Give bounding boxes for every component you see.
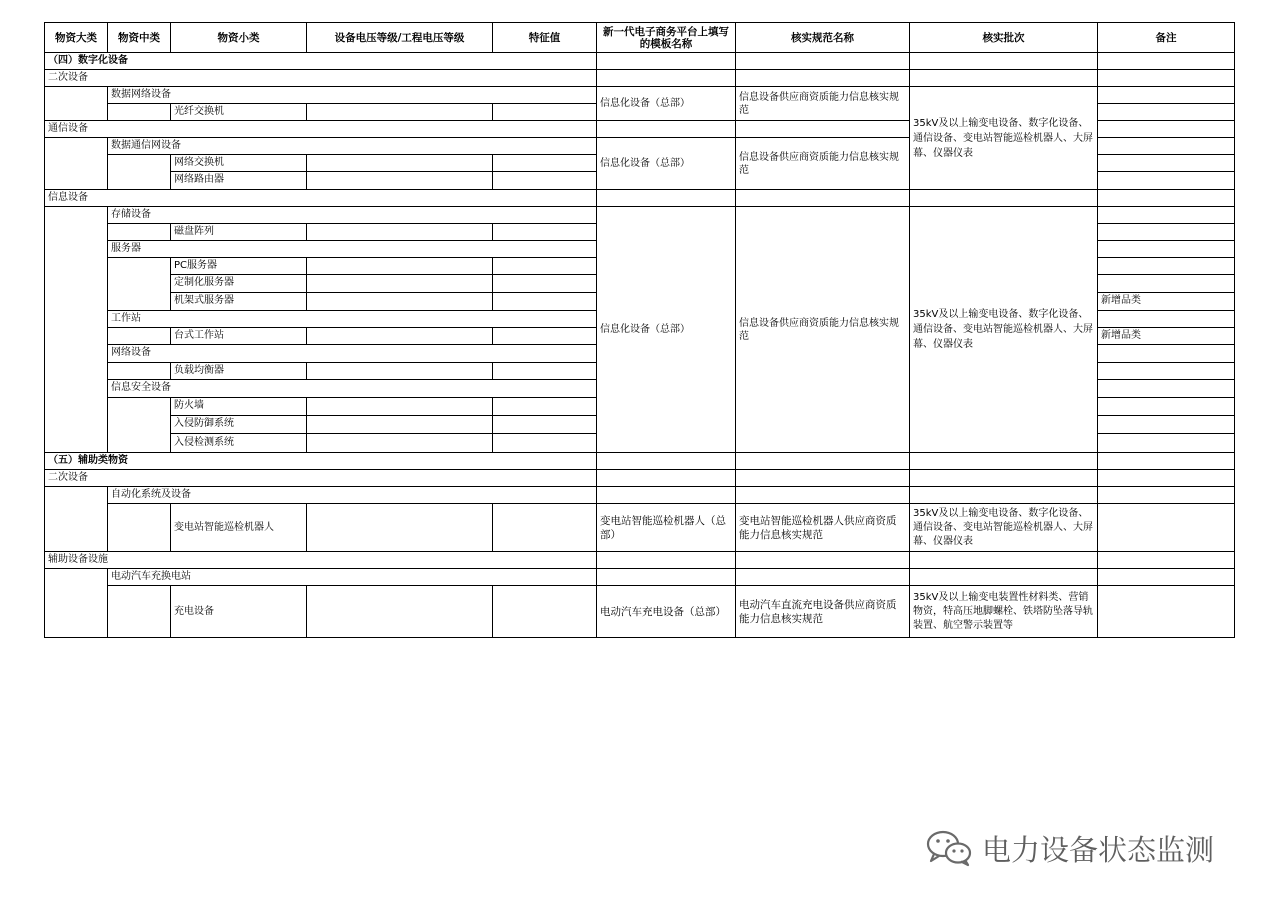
verify-batch-cell: 35kV及以上输变电装置性材料类、营销物资，特高压地脚螺栓、铁塔防坠落导轨装置、航空警示装置等	[909, 585, 1098, 638]
wechat-icon	[924, 828, 974, 868]
middle-category-label: 信息安全设备	[107, 379, 597, 398]
empty-cell	[107, 362, 171, 380]
header-minor-category: 物资小类	[170, 22, 307, 53]
empty-cell	[735, 486, 910, 504]
empty-cell	[306, 433, 493, 453]
empty-cell	[492, 223, 597, 241]
minor-category-label: 变电站智能巡检机器人	[170, 503, 307, 552]
empty-cell	[306, 362, 493, 380]
empty-cell	[44, 86, 108, 121]
middle-category-label: 存储设备	[107, 206, 597, 224]
empty-cell	[1097, 189, 1235, 207]
spec-name-cell: 信息设备供应商资质能力信息核实规范	[735, 86, 910, 121]
empty-cell	[492, 292, 597, 311]
middle-category-label: 自动化系统及设备	[107, 486, 597, 504]
minor-category-label: 机架式服务器	[170, 292, 307, 311]
verify-batch-cell: 35kV及以上输变电设备、数字化设备、通信设备、变电站智能巡检机器人、大屏幕、仪器仪表	[909, 503, 1098, 552]
middle-category-label: 电动汽车充换电站	[107, 568, 597, 586]
empty-cell	[44, 137, 108, 190]
empty-cell	[492, 433, 597, 453]
empty-cell	[306, 327, 493, 345]
empty-cell	[107, 503, 171, 552]
empty-cell	[492, 503, 597, 552]
spec-name-cell: 信息设备供应商资质能力信息核实规范	[735, 206, 910, 453]
remark-cell: 新增品类	[1097, 327, 1235, 345]
empty-cell	[492, 397, 597, 416]
template-name-cell: 信息化设备（总部）	[596, 86, 736, 121]
empty-cell	[1097, 103, 1235, 121]
empty-cell	[909, 452, 1098, 470]
header-spec-name: 核实规范名称	[735, 22, 910, 53]
empty-cell	[1097, 171, 1235, 190]
spec-name-cell: 变电站智能巡检机器人供应商资质能力信息核实规范	[735, 503, 910, 552]
minor-category-label: 入侵检测系统	[170, 433, 307, 453]
header-major-category: 物资大类	[44, 22, 108, 53]
empty-cell	[1097, 415, 1235, 434]
empty-cell	[1097, 154, 1235, 172]
empty-cell	[107, 257, 171, 311]
empty-cell	[1097, 223, 1235, 241]
empty-cell	[909, 486, 1098, 504]
spec-name-cell: 电动汽车直流充电设备供应商资质能力信息核实规范	[735, 585, 910, 638]
middle-category-label: 工作站	[107, 310, 597, 328]
empty-cell	[107, 585, 171, 638]
section-title: （四）数字化设备	[44, 52, 597, 70]
template-name-cell: 信息化设备（总部）	[596, 206, 736, 453]
minor-category-label: 定制化服务器	[170, 274, 307, 293]
empty-cell	[306, 503, 493, 552]
empty-cell	[735, 452, 910, 470]
empty-cell	[1097, 52, 1235, 70]
template-name-cell: 电动汽车充电设备（总部）	[596, 585, 736, 638]
empty-cell	[596, 568, 736, 586]
template-name-cell: 信息化设备（总部）	[596, 137, 736, 190]
empty-cell	[596, 69, 736, 87]
minor-category-label: 充电设备	[170, 585, 307, 638]
empty-cell	[306, 223, 493, 241]
empty-cell	[492, 362, 597, 380]
empty-cell	[306, 257, 493, 275]
empty-cell	[107, 154, 171, 190]
verify-batch-cell: 35kV及以上输变电设备、数字化设备、通信设备、变电站智能巡检机器人、大屏幕、仪器仪表	[909, 206, 1098, 453]
major-category-label: 二次设备	[44, 469, 597, 487]
empty-cell	[107, 397, 171, 453]
empty-cell	[596, 52, 736, 70]
empty-cell	[306, 292, 493, 311]
empty-cell	[1097, 433, 1235, 453]
empty-cell	[596, 189, 736, 207]
header-feature-value: 特征值	[492, 22, 597, 53]
empty-cell	[1097, 120, 1235, 138]
empty-cell	[1097, 568, 1235, 586]
empty-cell	[735, 568, 910, 586]
empty-cell	[1097, 397, 1235, 416]
empty-cell	[1097, 503, 1235, 552]
empty-cell	[1097, 240, 1235, 258]
minor-category-label: 光纤交换机	[170, 103, 307, 121]
middle-category-label: 网络设备	[107, 344, 597, 363]
section-title: （五）辅助类物资	[44, 452, 597, 470]
empty-cell	[909, 189, 1098, 207]
minor-category-label: 网络路由器	[170, 171, 307, 190]
minor-category-label: PC服务器	[170, 257, 307, 275]
empty-cell	[735, 189, 910, 207]
empty-cell	[735, 120, 910, 138]
watermark	[924, 826, 1214, 870]
empty-cell	[1097, 69, 1235, 87]
watermark-text: 电力设备状态监测	[982, 832, 1215, 867]
empty-cell	[107, 223, 171, 241]
empty-cell	[44, 486, 108, 552]
header-middle-category: 物资中类	[107, 22, 171, 53]
middle-category-label: 数据通信网设备	[107, 137, 597, 155]
empty-cell	[492, 154, 597, 172]
empty-cell	[596, 452, 736, 470]
minor-category-label: 磁盘阵列	[170, 223, 307, 241]
empty-cell	[107, 103, 171, 121]
empty-cell	[492, 171, 597, 190]
empty-cell	[1097, 274, 1235, 293]
major-category-label: 二次设备	[44, 69, 597, 87]
empty-cell	[1097, 310, 1235, 328]
empty-cell	[1097, 344, 1235, 363]
empty-cell	[596, 120, 736, 138]
spreadsheet-table	[44, 22, 1235, 638]
header-verify-batch: 核实批次	[909, 22, 1098, 53]
empty-cell	[596, 469, 736, 487]
empty-cell	[1097, 486, 1235, 504]
empty-cell	[306, 154, 493, 172]
empty-cell	[1097, 206, 1235, 224]
minor-category-label: 防火墙	[170, 397, 307, 416]
empty-cell	[1097, 452, 1235, 470]
minor-category-label: 负载均衡器	[170, 362, 307, 380]
major-category-label: 通信设备	[44, 120, 597, 138]
header-remark: 备注	[1097, 22, 1235, 53]
empty-cell	[1097, 257, 1235, 275]
header-voltage-level: 设备电压等级/工程电压等级	[306, 22, 493, 53]
empty-cell	[909, 469, 1098, 487]
empty-cell	[735, 551, 910, 569]
empty-cell	[492, 585, 597, 638]
empty-cell	[1097, 137, 1235, 155]
empty-cell	[306, 103, 493, 121]
verify-batch-cell: 35kV及以上输变电设备、数字化设备、通信设备、变电站智能巡检机器人、大屏幕、仪器仪表	[909, 86, 1098, 190]
major-category-label: 信息设备	[44, 189, 597, 207]
empty-cell	[909, 568, 1098, 586]
empty-cell	[492, 103, 597, 121]
empty-cell	[596, 486, 736, 504]
minor-category-label: 网络交换机	[170, 154, 307, 172]
empty-cell	[735, 52, 910, 70]
minor-category-label: 台式工作站	[170, 327, 307, 345]
header-template-name: 新一代电子商务平台上填写的模板名称	[596, 22, 736, 53]
empty-cell	[1097, 585, 1235, 638]
empty-cell	[306, 585, 493, 638]
empty-cell	[1097, 379, 1235, 398]
remark-cell: 新增品类	[1097, 292, 1235, 311]
empty-cell	[492, 274, 597, 293]
empty-cell	[1097, 362, 1235, 380]
template-name-cell: 变电站智能巡检机器人（总部）	[596, 503, 736, 552]
empty-cell	[909, 551, 1098, 569]
empty-cell	[492, 327, 597, 345]
empty-cell	[1097, 86, 1235, 104]
empty-cell	[1097, 469, 1235, 487]
empty-cell	[107, 327, 171, 345]
empty-cell	[909, 52, 1098, 70]
empty-cell	[492, 257, 597, 275]
empty-cell	[306, 171, 493, 190]
empty-cell	[44, 568, 108, 638]
minor-category-label: 入侵防御系统	[170, 415, 307, 434]
empty-cell	[735, 469, 910, 487]
empty-cell	[306, 397, 493, 416]
empty-cell	[1097, 551, 1235, 569]
empty-cell	[492, 415, 597, 434]
spec-name-cell: 信息设备供应商资质能力信息核实规范	[735, 137, 910, 190]
major-category-label: 辅助设备设施	[44, 551, 597, 569]
empty-cell	[909, 69, 1098, 87]
empty-cell	[44, 206, 108, 453]
empty-cell	[596, 551, 736, 569]
middle-category-label: 服务器	[107, 240, 597, 258]
empty-cell	[735, 69, 910, 87]
middle-category-label: 数据网络设备	[107, 86, 597, 104]
empty-cell	[306, 415, 493, 434]
empty-cell	[306, 274, 493, 293]
